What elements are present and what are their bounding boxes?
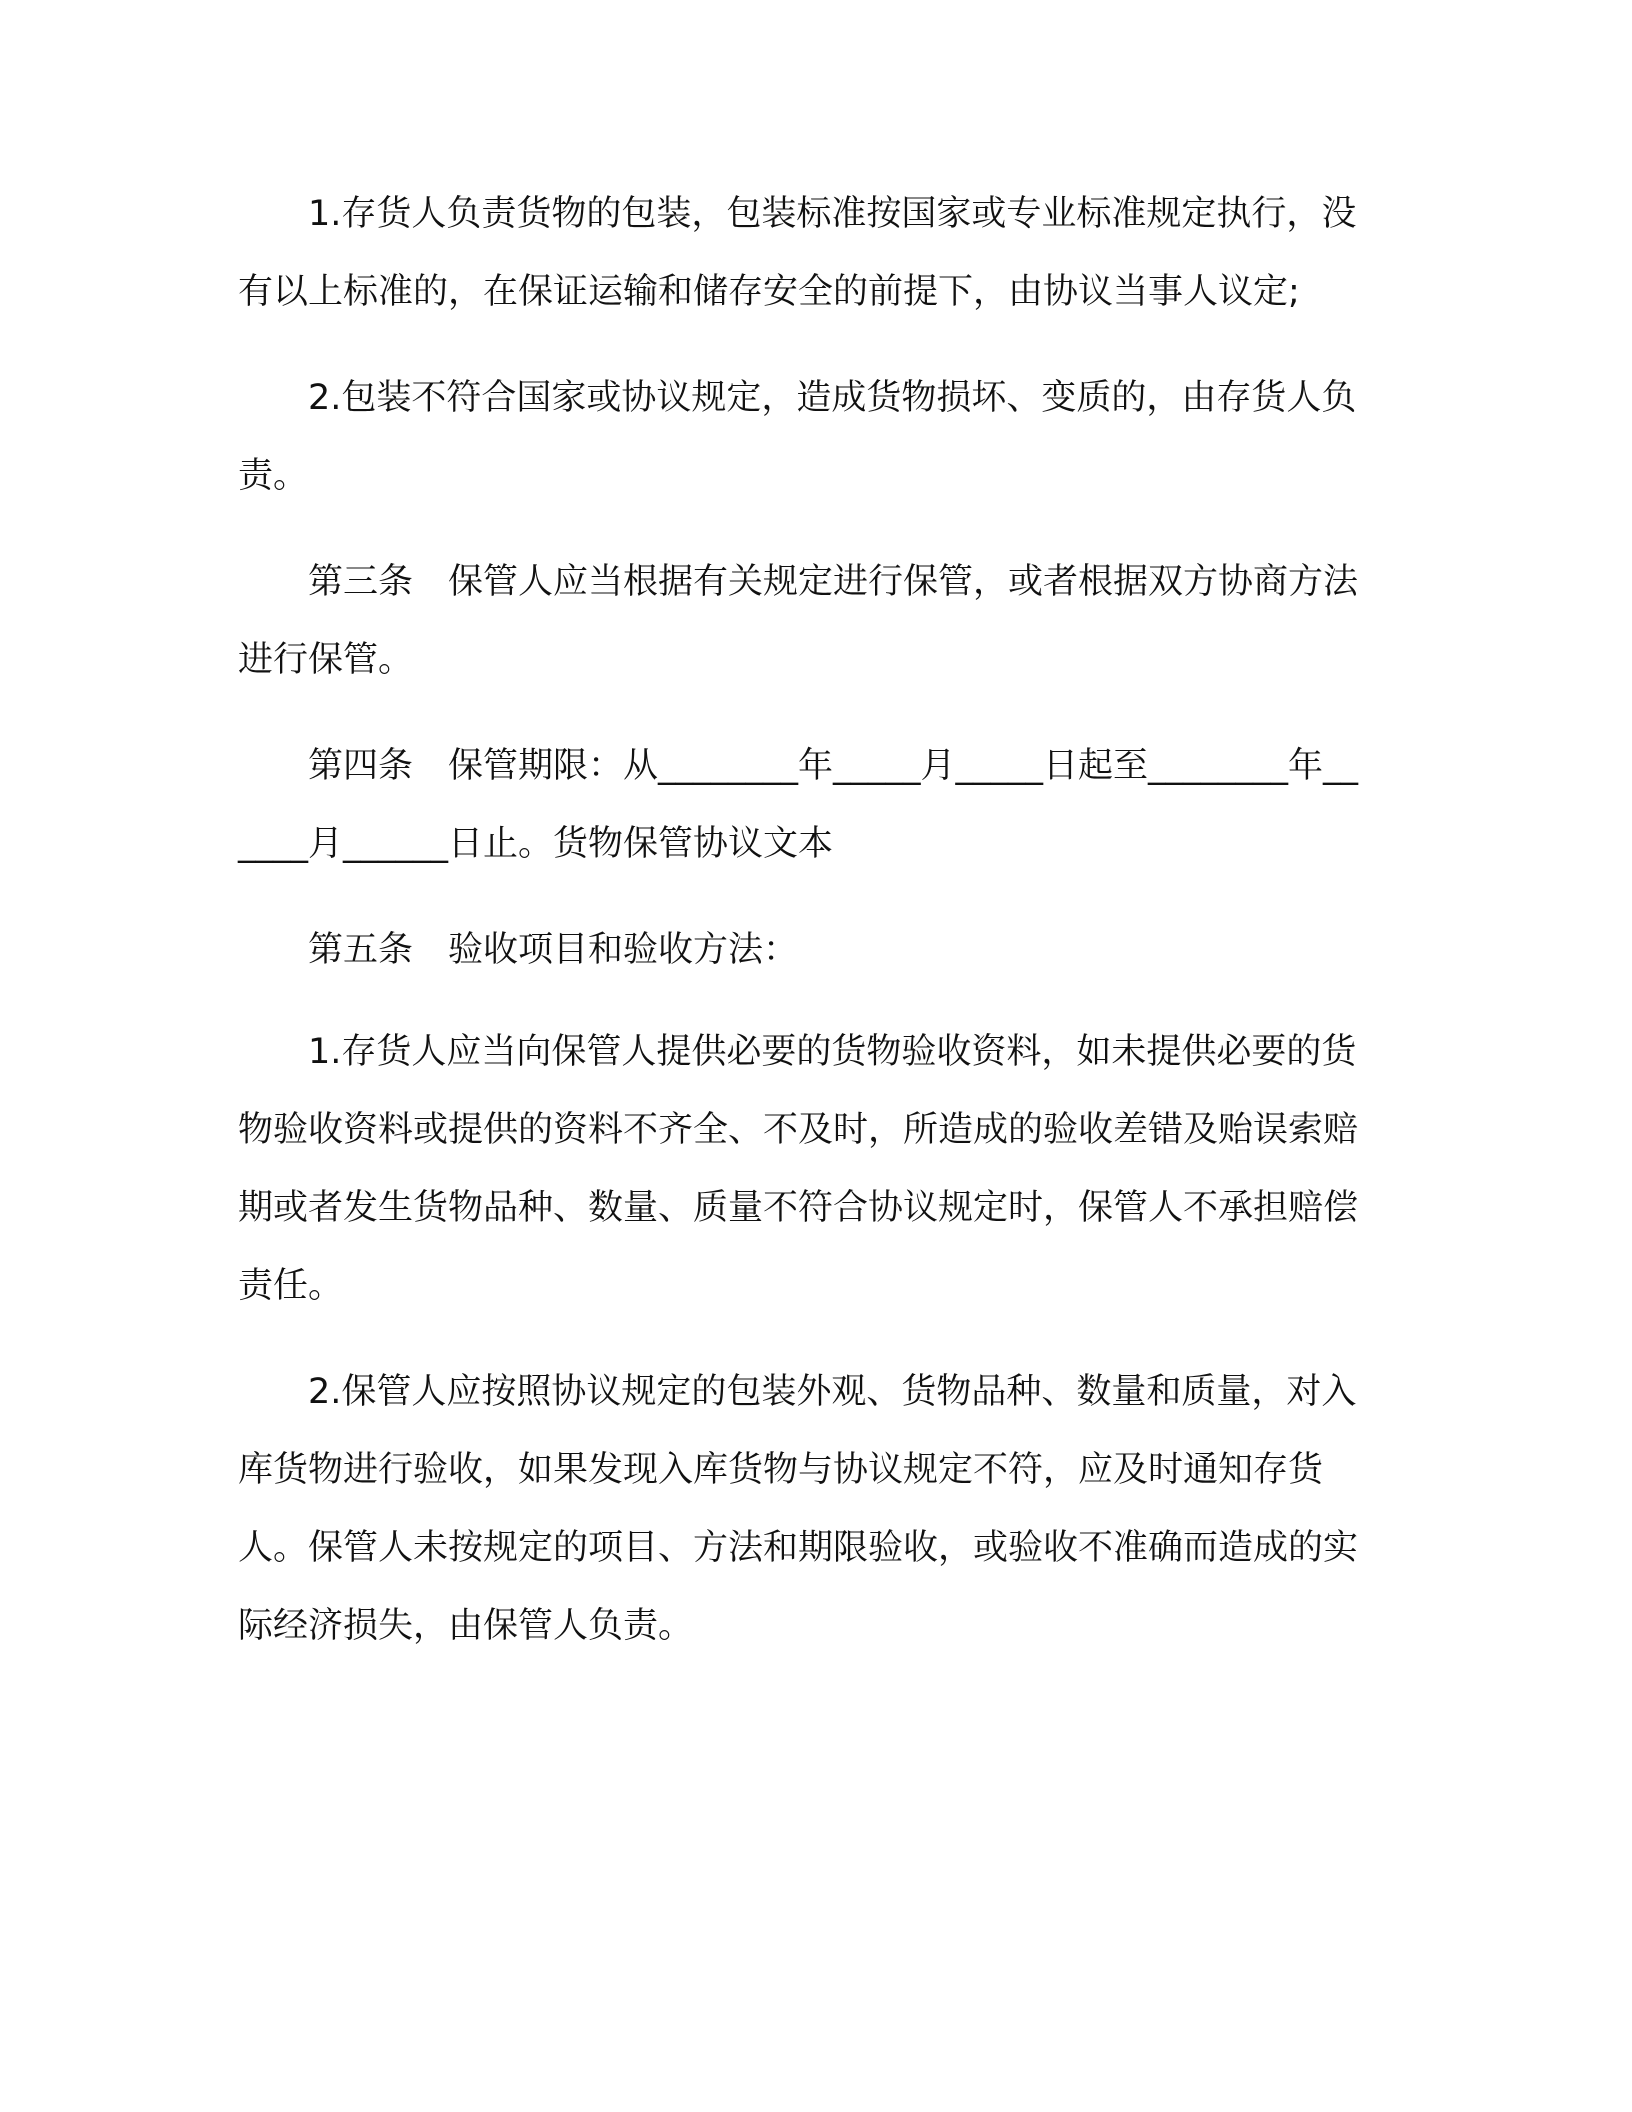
paragraph-article-four: 第四条 保管期限：从________年_____月_____日起至________年______月______日止。货物保管协议文本 <box>238 746 1359 864</box>
paragraph-article-three: 第三条 保管人应当根据有关规定进行保管，或者根据双方协商方法进行保管。 <box>238 562 1359 680</box>
paragraph-packaging-noncompliance: 2.包装不符合国家或协议规定，造成货物损坏、变质的，由存货人负责。 <box>238 378 1357 496</box>
paragraph-article-five: 第五条 验收项目和验收方法： <box>308 930 799 970</box>
paragraph-inspection-duty: 2.保管人应按照协议规定的包装外观、货物品种、数量和质量，对入库货物进行验收，如果发现入库货物与协议规定不符，应及时通知存货人。保管人未按规定的项目、方法和期限验收，或验收不准确而造成的实际经济损失，由保管人负责。 <box>238 1372 1359 1646</box>
document-body <box>238 175 1368 1665</box>
paragraph-inspection-materials: 1.存货人应当向保管人提供必要的货物验收资料，如未提供必要的货物验收资料或提供的资料不齐全、不及时，所造成的验收差错及贻误索赔期或者发生货物品种、数量、质量不符合协议规定时，保管人不承担赔偿责任。 <box>238 1032 1359 1306</box>
paragraph-packaging-responsibility: 1.存货人负责货物的包装，包装标准按国家或专业标准规定执行，没有以上标准的，在保证运输和储存安全的前提下，由协议当事人议定; <box>238 194 1357 312</box>
